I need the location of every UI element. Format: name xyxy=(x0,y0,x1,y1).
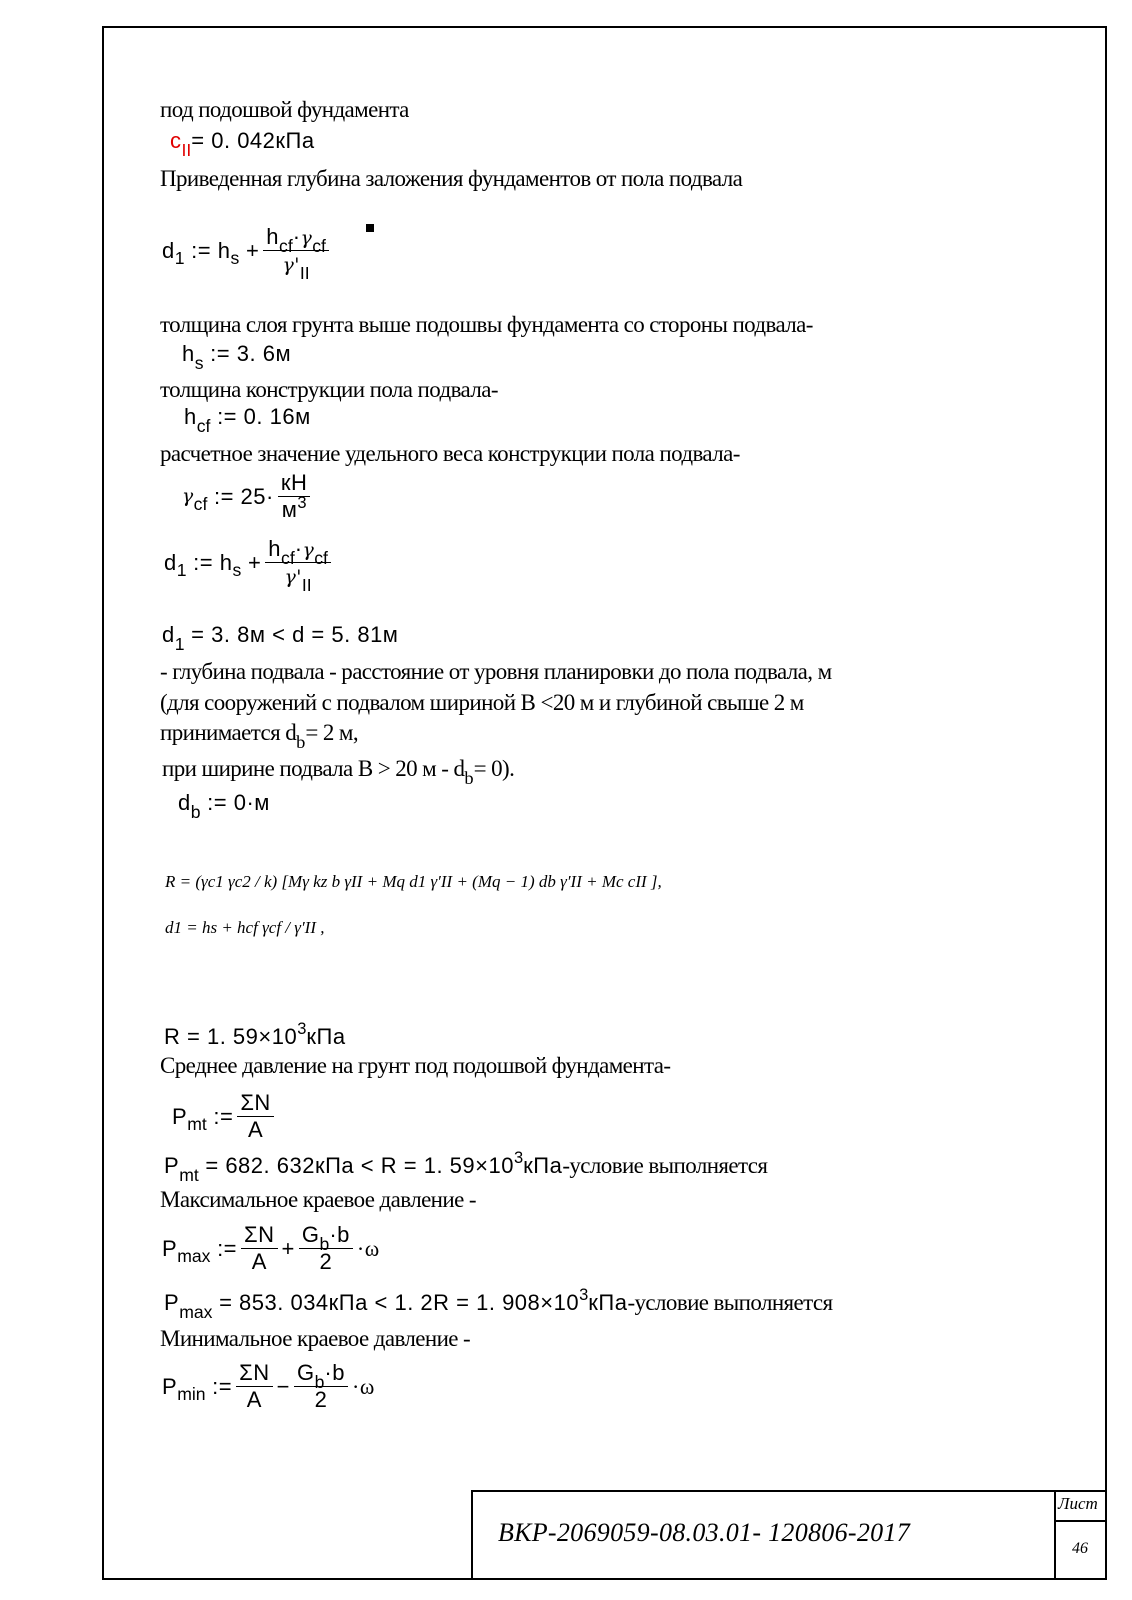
text-line: Среднее давление на грунт под подошвой фундамента- xyxy=(160,1053,671,1078)
c2-value: $c_{II}= 0$. 042кПа xyxy=(170,128,315,160)
text-line: под подошвой фундамента xyxy=(160,97,409,122)
sheet-label: Лист xyxy=(1058,1494,1098,1513)
R-result: R = 1. $59\times 10^3кПа$ xyxy=(164,1020,346,1049)
text-line: (для сооружений с подвалом шириной В <20 м и глубиной свыше 2 м xyxy=(160,690,804,715)
text-line: толщина слоя грунта выше подошвы фундамента со стороны подвала- xyxy=(160,312,813,337)
title-block-divider xyxy=(1054,1490,1056,1580)
text-line: толщина конструкции пола подвала- xyxy=(160,377,498,402)
sheet-number: 46 xyxy=(1072,1540,1088,1557)
db-value: $d_b$ := 0·м xyxy=(178,790,270,822)
hs-value: $h_s$ := 3. 6м xyxy=(182,341,292,373)
pmt-formula: P mt := $\frac{\Sigma N}{A}$ xyxy=(172,1090,278,1144)
title-block-divider xyxy=(1056,1520,1107,1522)
text-line: Максимальное краевое давление - xyxy=(160,1187,476,1212)
text-line: расчетное значение удельного веса конструкции пола подвала- xyxy=(160,441,740,466)
pmt-result: $P_{mt} = 682$. 632кПа < R = 1. $59\times 10^3кПа$-условие выполняется xyxy=(164,1149,768,1185)
gamma-cf-value: γ cf := 25· $\frac{кН}{м^3}$ xyxy=(182,470,314,524)
pmin-formula: P min := $\frac{\Sigma N}{A}$ − $\frac{G_b\cdot b}{2}$ ·ω xyxy=(162,1360,375,1413)
hcf-value: $h_{cf}$ := 0. 16м xyxy=(184,404,311,436)
text-line: Приведенная глубина заложения фундаментов от пола подвала xyxy=(160,166,743,191)
d1-formula-general: d1 = hs + hcf γcf / γ′II , xyxy=(165,918,325,937)
d1-formula: d 1 := h s + $\frac{h_{cf}\cdot\gamma_{cf}}{\gamma'_{II}}$ xyxy=(162,224,333,278)
text-line: при ширине подвала В > 20 $м - d_b= 0$). xyxy=(162,756,515,789)
R-formula: R = (γc1 γc2 / k) [Mγ kz b γII + Mq d1 γ′II + (Mq − 1) db γ′II + Mc cII ], xyxy=(165,872,662,891)
d1-formula-repeat: d 1 := h s + $\frac{h_{cf}\cdot\gamma_{cf}}{\gamma'_{II}}$ xyxy=(164,536,335,590)
text-line: Минимальное краевое давление - xyxy=(160,1326,471,1351)
text-line: принимается $d_b= 2$ м, xyxy=(160,720,359,753)
region-marker xyxy=(366,224,374,232)
pmax-result: $P_{max} = 853$. 034кПа < 1. 2R = 1. $908\times 10^3кПа$-условие выполняется xyxy=(164,1286,833,1322)
d1-result: $d_1 = 3$. 8м < d = 5. 81м xyxy=(162,622,399,654)
text-line: - глубина подвала - расстояние от уровня планировки до пола подвала, м xyxy=(160,659,832,684)
document-number: ВКР-2069059-08.03.01- 120806-2017 xyxy=(498,1518,911,1547)
pmax-formula: P max := $\frac{\Sigma N}{A}$ + $\frac{G_b\cdot b}{2}$ ·ω xyxy=(162,1222,380,1275)
